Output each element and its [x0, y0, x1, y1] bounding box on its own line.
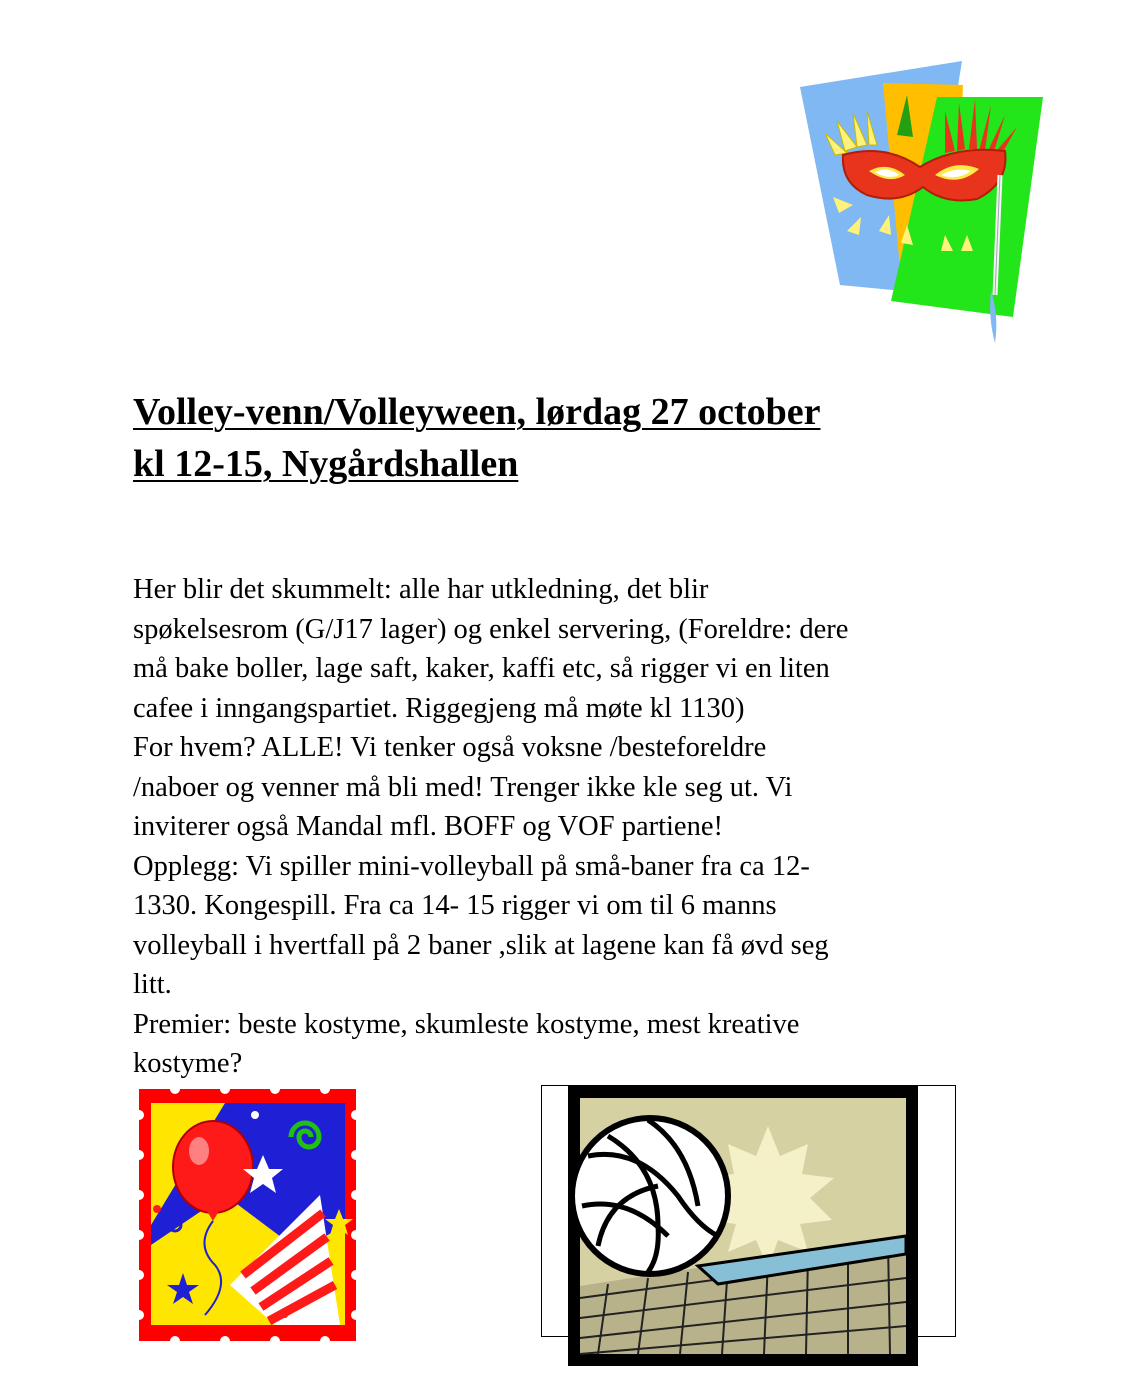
party-balloon-icon: [135, 1085, 360, 1345]
text-line: cafee i inngangspartiet. Riggegjeng må møte kl 1130): [133, 692, 745, 724]
text-line: volleyball i hvertfall på 2 baner ,slik at lagene kan få øvd seg: [133, 929, 829, 961]
text-line: Her blir det skummelt: alle har utkledning, det blir: [133, 574, 709, 605]
text-line: Opplegg: Vi spiller mini-volleyball på små-baner fra ca 12-: [133, 850, 810, 882]
text-line: Premier: beste kostyme, skumleste kostyme, mest kreative: [133, 1008, 800, 1040]
title-line: Volley-venn/Volleyween, lørdag 27 october: [133, 391, 821, 433]
text-line: /naboer og venner må bli med! Trenger ikke kle seg ut. Vi: [133, 771, 793, 803]
text-line: må bake boller, lage saft, kaker, kaffi etc, så rigger vi en liten: [133, 653, 830, 684]
volleyball-net-icon: [568, 1086, 918, 1366]
text-line: inviterer også Mandal mfl. BOFF og VOF partiene!: [133, 811, 723, 842]
text-line: For hvem? ALLE! Vi tenker også voksne /besteforeldre: [133, 732, 767, 763]
page-title: [133, 386, 1033, 490]
event-description: [133, 570, 1013, 1084]
text-line: 1330. Kongespill. Fra ca 14- 15 rigger vi om til 6 manns: [133, 890, 777, 921]
text-line: kostyme?: [133, 1048, 243, 1079]
text-line: litt.: [133, 969, 172, 1000]
title-line: kl 12-15, Nygårdshallen: [133, 443, 519, 485]
text-line: spøkelsesrom (G/J17 lager) og enkel servering, (Foreldre: dere: [133, 613, 849, 645]
carnival-mask-icon: [795, 55, 1050, 345]
